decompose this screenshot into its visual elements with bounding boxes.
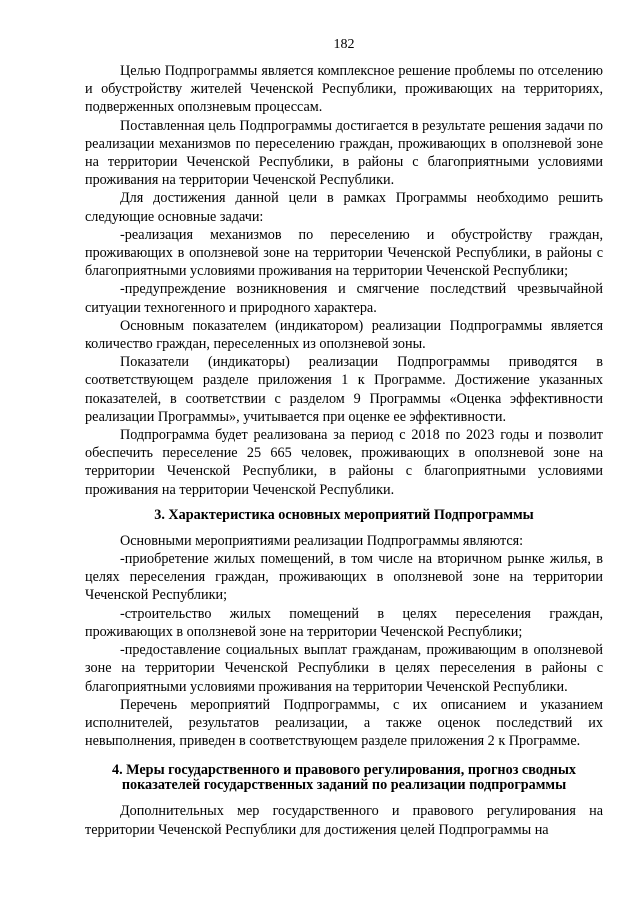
- paragraph-task-prevention: -предупреждение возникновения и смягчение последствий чрезвычайной ситуации техногенного и природного характера.: [85, 281, 603, 316]
- section-4-heading: [85, 763, 603, 793]
- paragraph-activities-list: Перечень мероприятий Подпрограммы, с их описанием и указанием исполнителей, результатов реализации, а также оценок последствий их невыполнения, приведен в соответствующем разделе приложения 2 к Программе.: [85, 696, 603, 750]
- page-number: 182: [333, 37, 355, 52]
- paragraph-activity-purchase: -приобретение жилых помещений, в том числе на вторичном рынке жилья, в целях переселения граждан, проживающих в оползневой зоне на территории Чеченской Республики;: [85, 551, 603, 604]
- paragraph-period: Подпрограмма будет реализована за период с 2018 по 2023 годы и позволит обеспечить переселение 25 665 человек, проживающих в оползневой зоне на территории Чеченской Республики, в районы с благоприятными условиями проживания на территории Чеченской Республики.: [85, 427, 603, 498]
- section-4-heading-line-1: 4. Меры государственного и правового регулирования, прогноз сводных: [111, 762, 577, 779]
- paragraph-goal-achievement: Поставленная цель Подпрограммы достигается в результате решения задачи по реализации механизмов по переселению граждан, проживающих в оползневой зоне на территории Чеченской Республики, в районы с благоприятными условиями проживания на территории Чеченской Республики.: [85, 117, 603, 189]
- paragraph-task-resettlement: -реализация механизмов по переселению и обустройству граждан, проживающих в оползневой зоне на территории Чеченской Республики, в районы с благоприятными условиями проживания на территории Чеченской Республики;: [85, 226, 603, 280]
- paragraph-activity-payments: -предоставление социальных выплат гражданам, проживающим в оползневой зоне на территории Чеченской Республики в целях переселения в районы с благоприятными условиями проживания на территории Чеченской Республики.: [85, 642, 603, 695]
- section-3-heading: 3. Характеристика основных мероприятий Подпрограммы: [154, 506, 534, 523]
- section-4-heading-line-2: показателей государственных заданий по реализации подпрограммы: [121, 777, 567, 794]
- paragraph-tasks-intro: Для достижения данной цели в рамках Программы необходимо решить следующие основные задачи:: [85, 190, 603, 225]
- paragraph-activity-construction: -строительство жилых помещений в целях переселения граждан, проживающих в оползневой зоне на территории Чеченской Республики;: [85, 605, 603, 640]
- paragraph-indicators: Показатели (индикаторы) реализации Подпрограммы приводятся в соответствующем разделе приложения 1 к Программе. Достижение указанных показателей, в соответствии с разделом 9 Программы «Оценка эффективности реализации Программы», учитывается при оценке ее эффективности.: [85, 354, 603, 425]
- paragraph-main-activities: Основными мероприятиями реализации Подпрограммы являются:: [120, 532, 524, 549]
- paragraph-additional-measures: Дополнительных мер государственного и правового регулирования на территории Чеченской Республики для достижения целей Подпрограммы на: [85, 803, 603, 838]
- paragraph-main-indicator: Основным показателем (индикатором) реализации Подпрограммы является количество граждан, переселенных из оползневой зоны.: [85, 317, 603, 353]
- paragraph-goal: Целью Подпрограммы является комплексное решение проблемы по отселению и обустройству жителей Чеченской Республики, проживающих на территориях, подверженных оползневым процессам.: [85, 63, 603, 116]
